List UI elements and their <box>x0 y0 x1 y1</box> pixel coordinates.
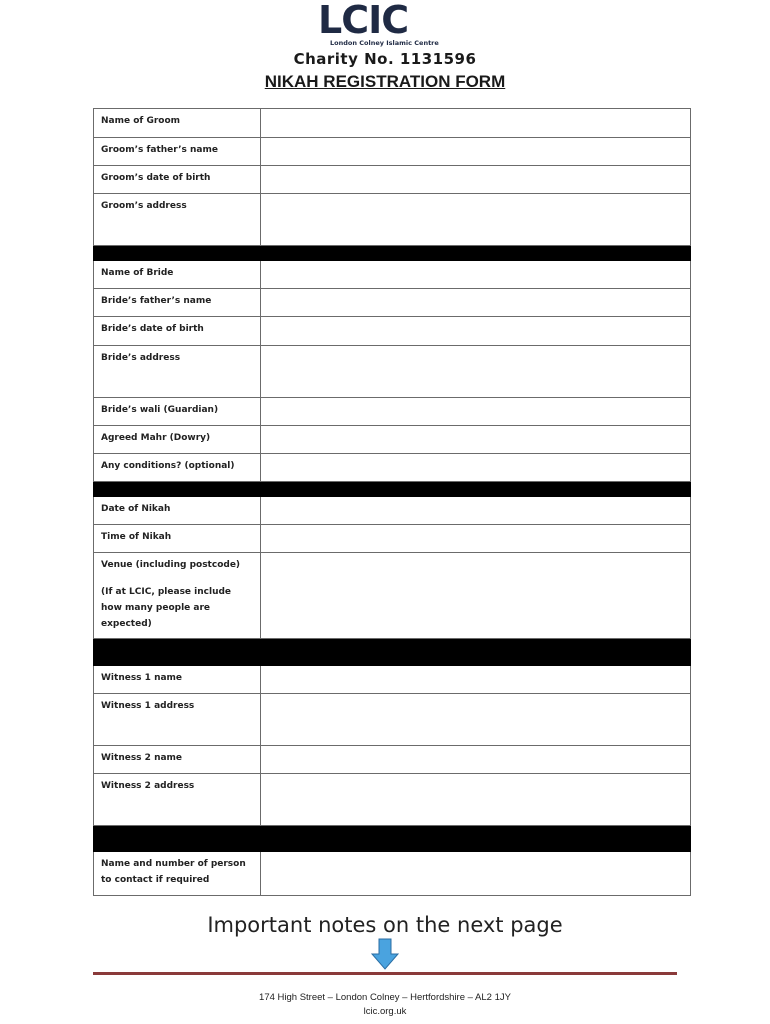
label-groom-name: Name of Groom <box>94 109 261 138</box>
important-notes-text: Important notes on the next page <box>207 913 563 937</box>
label-groom-father: Groom’s father’s name <box>94 138 261 166</box>
form-title: NIKAH REGISTRATION FORM <box>264 72 506 91</box>
input-bride-father[interactable] <box>261 289 691 317</box>
label-groom-address: Groom’s address <box>94 194 261 246</box>
input-groom-father[interactable] <box>261 138 691 166</box>
input-groom-address[interactable] <box>261 194 691 246</box>
label-bride-wali: Bride’s wali (Guardian) <box>94 398 261 426</box>
input-nikah-time[interactable] <box>261 525 691 553</box>
input-nikah-date[interactable] <box>261 497 691 525</box>
input-bride-wali[interactable] <box>261 398 691 426</box>
input-witness1-address[interactable] <box>261 694 691 746</box>
label-mahr: Agreed Mahr (Dowry) <box>94 426 261 454</box>
label-groom-dob: Groom’s date of birth <box>94 166 261 194</box>
input-bride-dob[interactable] <box>261 317 691 346</box>
section-divider <box>261 246 691 261</box>
input-contact[interactable] <box>261 852 691 896</box>
charity-number: Charity No. 1131596 <box>293 50 477 68</box>
registration-table <box>93 108 691 896</box>
venue-note-text: (If at LCIC, please include how many people are expected) <box>101 587 232 629</box>
input-witness1-name[interactable] <box>261 666 691 694</box>
down-arrow-icon <box>370 938 400 970</box>
label-bride-address: Bride’s address <box>94 346 261 398</box>
input-groom-name[interactable] <box>261 109 691 138</box>
label-witness1-address: Witness 1 address <box>94 694 261 746</box>
input-mahr[interactable] <box>261 426 691 454</box>
section-divider <box>94 246 261 261</box>
section-divider <box>261 482 691 497</box>
section-divider <box>261 826 691 852</box>
label-bride-name: Name of Bride <box>94 261 261 289</box>
input-witness2-name[interactable] <box>261 746 691 774</box>
input-witness2-address[interactable] <box>261 774 691 826</box>
label-witness2-name: Witness 2 name <box>94 746 261 774</box>
footer-rule <box>93 972 677 975</box>
label-bride-father: Bride’s father’s name <box>94 289 261 317</box>
lcic-logo <box>318 2 448 48</box>
input-groom-dob[interactable] <box>261 166 691 194</box>
footer-website: lcic.org.uk <box>363 1006 407 1017</box>
label-venue <box>94 553 261 639</box>
input-bride-name[interactable] <box>261 261 691 289</box>
section-divider <box>94 639 261 666</box>
section-divider <box>261 639 691 666</box>
input-venue[interactable] <box>261 553 691 639</box>
input-conditions[interactable] <box>261 454 691 482</box>
footer-address: 174 High Street – London Colney – Hertfordshire – AL2 1JY <box>259 992 511 1003</box>
label-witness2-address: Witness 2 address <box>94 774 261 826</box>
label-contact: Name and number of person to contact if required <box>94 852 261 896</box>
section-divider <box>94 826 261 852</box>
label-nikah-date: Date of Nikah <box>94 497 261 525</box>
logo-tagline: London Colney Islamic Centre <box>330 39 439 47</box>
label-bride-dob: Bride’s date of birth <box>94 317 261 346</box>
logo-letters: LCIC <box>318 0 409 42</box>
label-nikah-time: Time of Nikah <box>94 525 261 553</box>
label-witness1-name: Witness 1 name <box>94 666 261 694</box>
venue-label-text: Venue (including postcode) <box>101 560 241 570</box>
label-conditions: Any conditions? (optional) <box>94 454 261 482</box>
logo-wordmark <box>318 0 408 40</box>
input-bride-address[interactable] <box>261 346 691 398</box>
section-divider <box>94 482 261 497</box>
